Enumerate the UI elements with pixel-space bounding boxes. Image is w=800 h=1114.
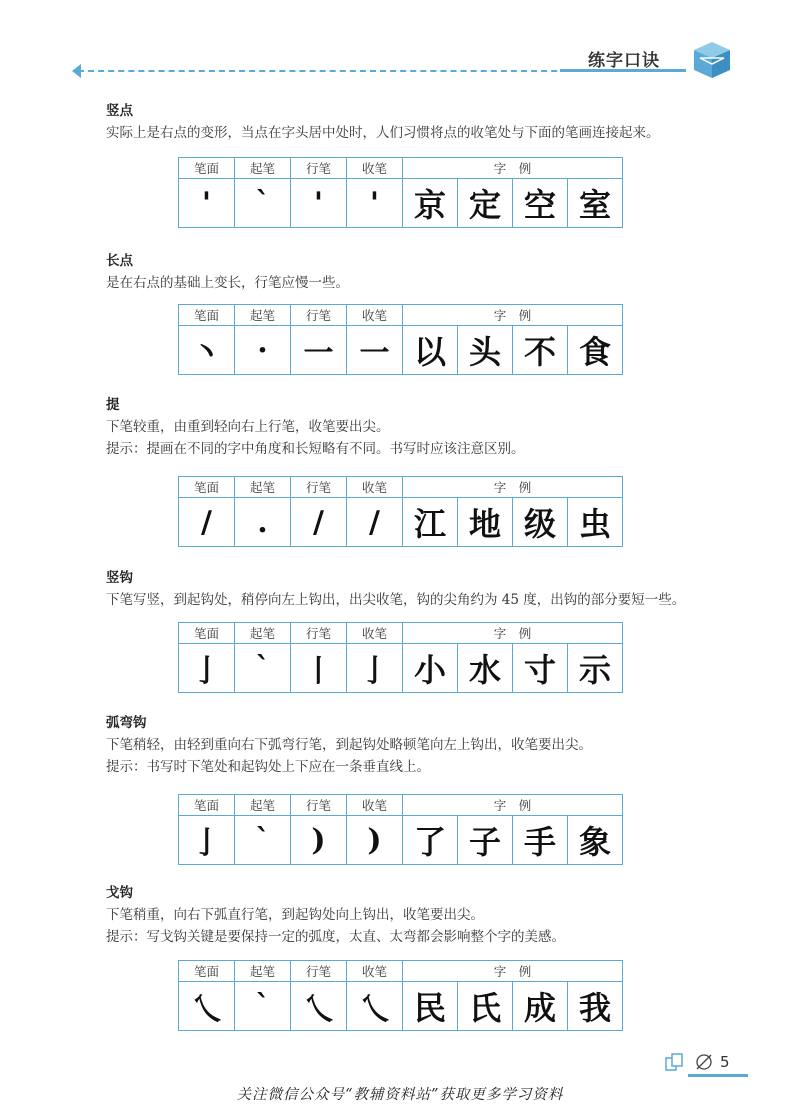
header-start-stroke: 起笔 — [235, 623, 291, 644]
header-examples: 字 例 — [403, 158, 623, 179]
header-stroke-face: 笔面 — [179, 795, 235, 816]
stroke-face-cell: 亅 — [179, 816, 235, 865]
stroke-table — [178, 304, 623, 375]
header-end-stroke: 收笔 — [347, 961, 403, 982]
start-stroke-cell: ` — [235, 982, 291, 1031]
pages-icon — [664, 1052, 686, 1074]
example-char: 寸 — [513, 644, 568, 693]
section-long-dot — [106, 250, 706, 294]
page-number-underline — [688, 1074, 748, 1077]
header-end-stroke: 收笔 — [347, 477, 403, 498]
example-char: 不 — [513, 326, 568, 375]
header-examples: 字 例 — [403, 623, 623, 644]
stroke-table — [178, 476, 623, 547]
example-char: 室 — [568, 179, 623, 228]
header-stroke-face: 笔面 — [179, 477, 235, 498]
stroke-face-cell: 丶 — [179, 326, 235, 375]
header-move-stroke: 行笔 — [291, 477, 347, 498]
section-vertical-dot — [106, 100, 706, 144]
example-char: 以 — [403, 326, 458, 375]
section-title: 竖点 — [106, 103, 133, 119]
header-start-stroke: 起笔 — [235, 477, 291, 498]
end-stroke-cell: 亅 — [347, 644, 403, 693]
stroke-face-cell: ' — [179, 179, 235, 228]
example-char: 虫 — [568, 498, 623, 547]
section-tip: 提示：写戈钩关键是要保持一定的弧度，太直、太弯都会影响整个字的美感。 — [106, 929, 565, 945]
example-char: 成 — [513, 982, 568, 1031]
header-examples: 字 例 — [403, 305, 623, 326]
stroke-face-cell: / — [179, 498, 235, 547]
example-char: 级 — [513, 498, 568, 547]
section-vertical-hook — [106, 567, 706, 611]
example-char: 头 — [458, 326, 513, 375]
stroke-table — [178, 960, 623, 1031]
header-start-stroke: 起笔 — [235, 158, 291, 179]
header-move-stroke: 行笔 — [291, 961, 347, 982]
header-stroke-face: 笔面 — [179, 623, 235, 644]
example-char: 空 — [513, 179, 568, 228]
end-stroke-cell: 一 — [347, 326, 403, 375]
header-title: 练字口诀 — [588, 51, 660, 71]
section-curved-hook — [106, 712, 706, 778]
page-number: 5 — [720, 1053, 730, 1071]
stroke-face-cell: 乀 — [179, 982, 235, 1031]
example-char: 示 — [568, 644, 623, 693]
pen-circle-icon — [694, 1052, 714, 1072]
example-char: 水 — [458, 644, 513, 693]
header-move-stroke: 行笔 — [291, 158, 347, 179]
page-number-badge — [664, 1050, 754, 1080]
example-char: 子 — [458, 816, 513, 865]
example-char: 京 — [403, 179, 458, 228]
cube-logo-icon — [690, 38, 734, 82]
page-header — [0, 0, 800, 90]
example-char: 手 — [513, 816, 568, 865]
example-char: 氏 — [458, 982, 513, 1031]
start-stroke-cell: ` — [235, 816, 291, 865]
section-description: 下笔较重，由重到轻向右上行笔，收笔要出尖。 — [106, 419, 390, 435]
example-char: 我 — [568, 982, 623, 1031]
header-end-stroke: 收笔 — [347, 623, 403, 644]
section-description: 下笔稍轻，由轻到重向右下弧弯行笔，到起钩处略顿笔向左上钩出，收笔要出尖。 — [106, 737, 592, 753]
header-stroke-face: 笔面 — [179, 158, 235, 179]
header-move-stroke: 行笔 — [291, 623, 347, 644]
header-examples: 字 例 — [403, 795, 623, 816]
section-title: 竖钩 — [106, 570, 133, 586]
end-stroke-cell: 乀 — [347, 982, 403, 1031]
header-end-stroke: 收笔 — [347, 158, 403, 179]
start-stroke-cell: ` — [235, 179, 291, 228]
header-stroke-face: 笔面 — [179, 305, 235, 326]
header-examples: 字 例 — [403, 477, 623, 498]
section-title: 提 — [106, 397, 120, 413]
move-stroke-cell: 一 — [291, 326, 347, 375]
example-char: 民 — [403, 982, 458, 1031]
header-move-stroke: 行笔 — [291, 795, 347, 816]
example-char: 了 — [403, 816, 458, 865]
example-char: 象 — [568, 816, 623, 865]
move-stroke-cell: 乀 — [291, 982, 347, 1031]
example-char: 小 — [403, 644, 458, 693]
end-stroke-cell: ) — [347, 816, 403, 865]
header-start-stroke: 起笔 — [235, 961, 291, 982]
section-title: 弧弯钩 — [106, 715, 147, 731]
header-end-stroke: 收笔 — [347, 795, 403, 816]
move-stroke-cell: ' — [291, 179, 347, 228]
header-start-stroke: 起笔 — [235, 795, 291, 816]
stroke-table — [178, 794, 623, 865]
move-stroke-cell: ) — [291, 816, 347, 865]
section-description: 是在右点的基础上变长，行笔应慢一些。 — [106, 275, 349, 291]
stroke-table — [178, 157, 623, 228]
section-tip: 提示：书写时下笔处和起钩处上下应在一条垂直线上。 — [106, 759, 430, 775]
header-start-stroke: 起笔 — [235, 305, 291, 326]
section-rising-stroke — [106, 394, 706, 460]
start-stroke-cell: . — [235, 498, 291, 547]
end-stroke-cell: / — [347, 498, 403, 547]
section-title: 戈钩 — [106, 885, 133, 901]
move-stroke-cell: 丨 — [291, 644, 347, 693]
section-tip: 提示：提画在不同的字中角度和长短略有不同。书写时应该注意区别。 — [106, 441, 525, 457]
section-title: 长点 — [106, 253, 133, 269]
section-description: 下笔稍重，向右下弧直行笔，到起钩处向上钩出，收笔要出尖。 — [106, 907, 484, 923]
example-char: 定 — [458, 179, 513, 228]
footer-note: 关注微信公众号“教辅资料站”获取更多学习资料 — [236, 1087, 564, 1103]
header-stroke-face: 笔面 — [179, 961, 235, 982]
section-description: 实际上是右点的变形，当点在字头居中处时，人们习惯将点的收笔处与下面的笔画连接起来。 — [106, 125, 660, 141]
stroke-table — [178, 622, 623, 693]
example-char: 地 — [458, 498, 513, 547]
header-examples: 字 例 — [403, 961, 623, 982]
example-char: 食 — [568, 326, 623, 375]
move-stroke-cell: / — [291, 498, 347, 547]
start-stroke-cell: ` — [235, 644, 291, 693]
start-stroke-cell: · — [235, 326, 291, 375]
header-tab — [560, 42, 686, 72]
end-stroke-cell: ' — [347, 179, 403, 228]
header-end-stroke: 收笔 — [347, 305, 403, 326]
example-char: 江 — [403, 498, 458, 547]
section-slant-hook — [106, 882, 706, 948]
stroke-face-cell: 亅 — [179, 644, 235, 693]
section-description: 下笔写竖，到起钩处，稍停向左上钩出，出尖收笔，钩的尖角约为 45 度，出钩的部分要短一些。 — [106, 592, 686, 608]
header-move-stroke: 行笔 — [291, 305, 347, 326]
